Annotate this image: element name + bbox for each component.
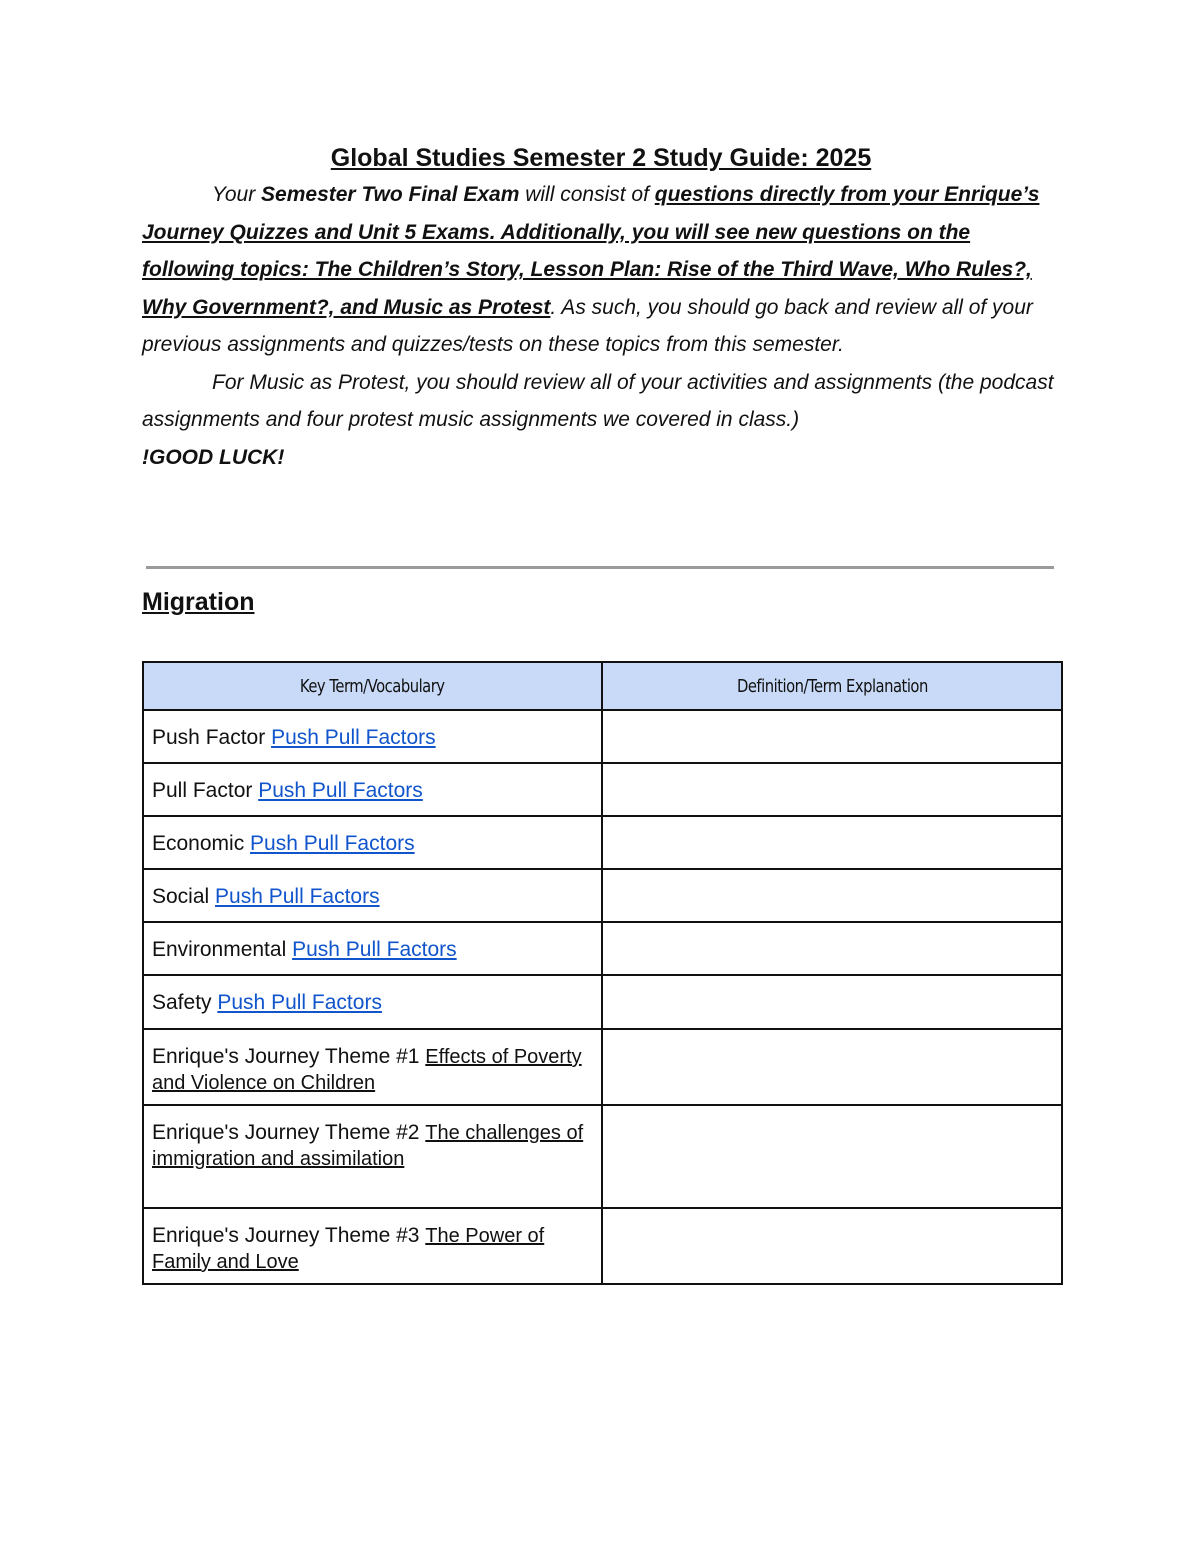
document-title: Global Studies Semester 2 Study Guide: 2025 — [330, 144, 872, 172]
term-cell — [143, 763, 602, 816]
section-heading-migration: Migration — [142, 588, 255, 616]
table-row — [143, 922, 1062, 975]
table-row — [143, 869, 1062, 922]
table-row — [143, 816, 1062, 869]
column-header-term: Key Term/Vocabulary — [143, 662, 602, 710]
push-pull-factors-link[interactable]: Push Pull Factors — [292, 938, 457, 961]
term-label: Safety — [152, 991, 218, 1014]
theme-link[interactable]: The challenges of immigration and assimilation — [152, 1122, 584, 1170]
music-protest-text: For Music as Protest, you should review all of your activities and assignments (the podcast assignments and four protest music assignments we covered in class.) — [142, 370, 1054, 431]
term-label: Enrique's Journey Theme #1 — [152, 1045, 426, 1068]
definition-cell[interactable] — [602, 975, 1062, 1029]
push-pull-factors-link[interactable]: Push Pull Factors — [215, 885, 380, 908]
term-cell — [143, 1208, 602, 1284]
push-pull-factors-link[interactable]: Push Pull Factors — [250, 832, 415, 855]
term-cell — [143, 1029, 602, 1105]
term-cell — [143, 922, 602, 975]
music-protest-paragraph — [142, 364, 1060, 439]
push-pull-factors-link[interactable]: Push Pull Factors — [271, 726, 436, 749]
definition-cell[interactable] — [602, 922, 1062, 975]
term-cell — [143, 1105, 602, 1208]
term-label: Enrique's Journey Theme #2 — [152, 1121, 426, 1144]
definition-cell[interactable] — [602, 710, 1062, 763]
theme-link[interactable]: The Power of Family and Love — [152, 1225, 545, 1273]
definition-cell[interactable] — [602, 1105, 1062, 1208]
definition-cell[interactable] — [602, 869, 1062, 922]
intro-paragraph — [142, 176, 1060, 364]
term-label: Environmental — [152, 938, 293, 961]
column-header-definition: Definition/Term Explanation — [602, 662, 1062, 710]
intro-text-1: Your — [212, 183, 262, 206]
table-row — [143, 710, 1062, 763]
table-row — [143, 1029, 1062, 1105]
document-page — [142, 140, 1060, 1273]
definition-cell[interactable] — [602, 816, 1062, 869]
horizontal-divider — [146, 566, 1054, 569]
intro-topics: questions directly from your Enrique’s Journey Quizzes and Unit 5 Exams. Additionally, you will see new questions on the following topics: The Children’s Story, Lesson Plan: Rise of the Third Wave, Who Rules?, Why Government?, and Music as Protest — [142, 183, 1040, 319]
intro-text-2: will consist of — [519, 183, 655, 206]
term-cell — [143, 816, 602, 869]
good-luck-text: !GOOD LUCK! — [142, 445, 285, 469]
table-row — [143, 1208, 1062, 1284]
table-row — [143, 975, 1062, 1029]
table-header-row — [143, 662, 1062, 710]
table-row — [143, 763, 1062, 816]
term-cell — [143, 710, 602, 763]
term-cell — [143, 975, 602, 1029]
definition-cell[interactable] — [602, 763, 1062, 816]
term-label: Pull Factor — [152, 779, 259, 802]
definition-cell[interactable] — [602, 1208, 1062, 1284]
intro-text-3: . As such, you should go back and review all of your previous assignments and quizzes/tests on these topics from this semester. — [142, 295, 1033, 356]
term-label: Push Factor — [152, 726, 272, 749]
term-label: Social — [152, 885, 216, 908]
term-label: Enrique's Journey Theme #3 — [152, 1224, 426, 1247]
theme-link[interactable]: Effects of Poverty and Violence on Children — [152, 1046, 582, 1094]
table-row — [143, 1105, 1062, 1208]
intro-exam-name: Semester Two Final Exam — [261, 183, 520, 206]
definition-cell[interactable] — [602, 1029, 1062, 1105]
vocabulary-table — [142, 661, 1063, 1285]
term-cell — [143, 869, 602, 922]
push-pull-factors-link[interactable]: Push Pull Factors — [258, 779, 423, 802]
push-pull-factors-link[interactable]: Push Pull Factors — [217, 991, 382, 1014]
term-label: Economic — [152, 832, 251, 855]
